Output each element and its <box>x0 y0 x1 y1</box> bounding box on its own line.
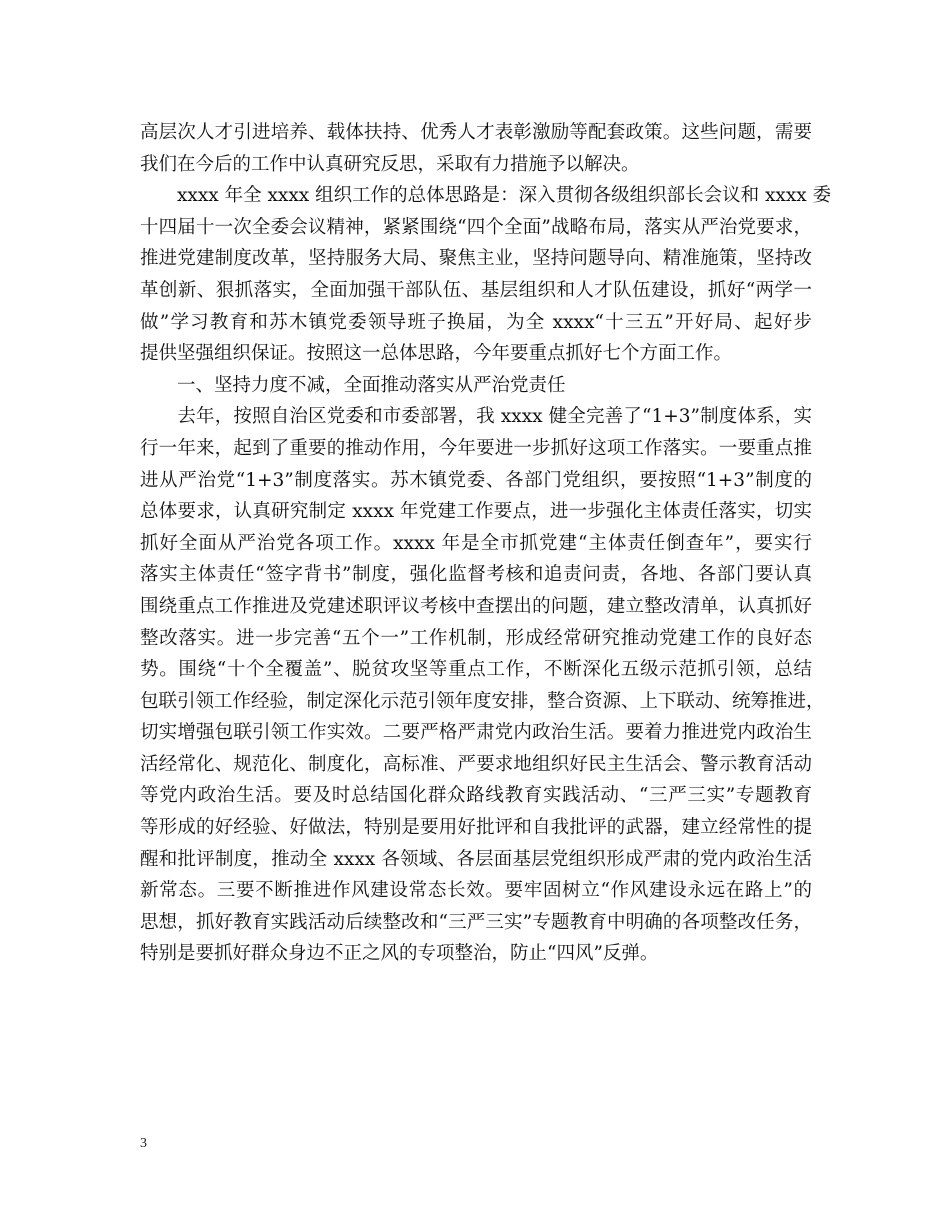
text-line: 落实主体责任“签字背书”制度，强化监督考核和追责问责，各地、各部门要认真 <box>140 564 812 586</box>
text-line: 做”学习教育和苏木镇党委领导班子换届，为全 xxxx“十三五”开好局、起好步 <box>140 311 812 333</box>
text-line: 活经常化、规范化、制度化，高标准、严要求地组织好民主生活会、警示教育活动 <box>140 753 812 775</box>
text-line: 势。围绕“十个全覆盖”、脱贫攻坚等重点工作，不断深化五级示范抓引领，总结 <box>140 659 812 681</box>
text-line: 提供坚强组织保证。按照这一总体思路，今年要重点抓好七个方面工作。 <box>140 343 733 365</box>
text-line: 一、坚持力度不减，全面推动落实从严治党责任 <box>140 374 566 396</box>
text-line: 包联引领工作经验，制定深化示范引领年度安排，整合资源、上下联动、统筹推进， <box>140 690 825 712</box>
text-line: 总体要求，认真研究制定 xxxx 年党建工作要点，进一步强化主体责任落实，切实 <box>140 501 812 523</box>
text-line: 行一年来，起到了重要的推动作用，今年要进一步抓好这项工作落实。一要重点推 <box>140 437 812 459</box>
text-line: xxxx 年全 xxxx 组织工作的总体思路是：深入贯彻各级组织部长会议和 xxxx 委 <box>140 185 832 207</box>
text-line: 整改落实。进一步完善“五个一”工作机制，形成经常研究推动党建工作的良好态 <box>140 627 812 649</box>
text-line: 等形成的好经验、好做法，特别是要用好批评和自我批评的武器，建立经常性的提 <box>140 817 812 839</box>
page-number: 3 <box>140 1136 147 1151</box>
text-line: 抓好全面从严治党各项工作。xxxx 年是全市抓党建“主体责任倒查年”，要实行 <box>140 532 812 554</box>
text-line: 去年，按照自治区党委和市委部署，我 xxxx 健全完善了“1+3”制度体系，实 <box>140 406 812 428</box>
text-line: 我们在今后的工作中认真研究反思，采取有力措施予以解决。 <box>140 153 640 175</box>
text-line: 思想，抓好教育实践活动后续整改和“三严三实”专题教育中明确的各项整改任务， <box>140 911 812 933</box>
text-line: 新常态。三要不断推进作风建设常态长效。要牢固树立“作风建设永远在路上”的 <box>140 880 812 902</box>
text-line: 进从严治党“1+3”制度落实。苏木镇党委、各部门党组织，要按照“1+3”制度的 <box>140 469 812 491</box>
text-line: 十四届十一次全委会议精神，紧紧围绕“四个全面”战略布局，落实从严治党要求， <box>140 216 812 238</box>
text-line: 等党内政治生活。要及时总结国化群众路线教育实践活动、“三严三实”专题教育 <box>140 785 812 807</box>
text-line: 切实增强包联引领工作实效。二要严格严肃党内政治生活。要着力推进党内政治生 <box>140 722 812 744</box>
text-line: 高层次人才引进培养、载体扶持、优秀人才表彰激励等配套政策。这些问题，需要 <box>140 122 812 143</box>
text-line: 革创新、狠抓落实，全面加强干部队伍、基层组织和人才队伍建设，抓好“两学一 <box>140 279 812 301</box>
text-line: 推进党建制度改革，坚持服务大局、聚焦主业，坚持问题导向、精准施策，坚持改 <box>140 248 812 270</box>
text-line: 特别是要抓好群众身边不正之风的专项整治，防止“四风”反弹。 <box>140 943 659 965</box>
text-line: 围绕重点工作推进及党建述职评议考核中查摆出的问题，建立整改清单，认真抓好 <box>140 595 812 617</box>
document-body <box>140 117 832 970</box>
text-line: 醒和批评制度，推动全 xxxx 各领域、各层面基层党组织形成严肃的党内政治生活 <box>140 848 812 870</box>
